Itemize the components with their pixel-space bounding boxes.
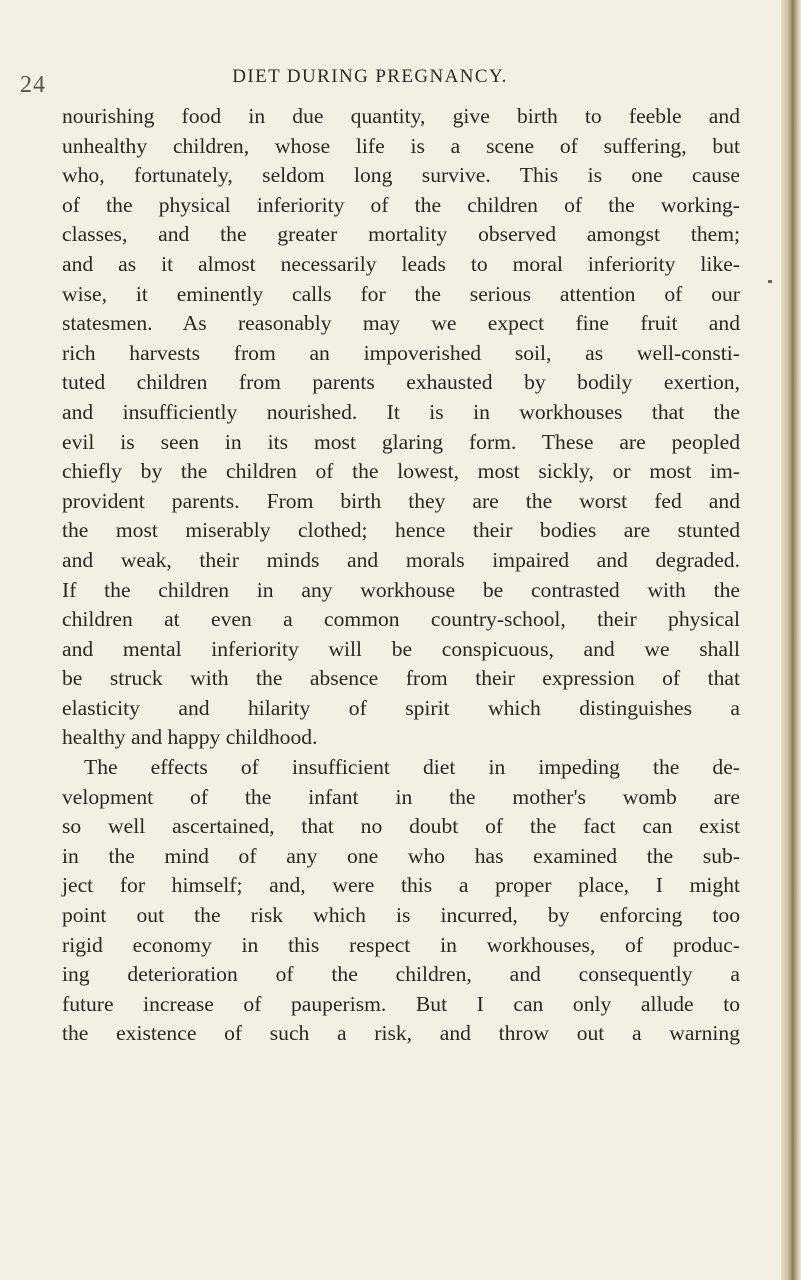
text-line: so well ascertained, that no doubt of the fact can exist: [62, 814, 740, 839]
text-line: tuted children from parents exhausted by bodily exertion,: [62, 370, 740, 395]
text-line: in the mind of any one who has examined the sub-: [62, 843, 740, 868]
text-line: classes, and the greater mortality observed amongst them;: [62, 222, 740, 247]
text-line: unhealthy children, whose life is a scene of suffering, but: [62, 133, 740, 158]
text-line: healthy and happy childhood.: [62, 725, 318, 750]
text-line: evil is seen in its most glaring form. These are peopled: [62, 429, 740, 454]
page-number: 24: [20, 72, 46, 98]
text-line: If the children in any workhouse be contrasted with the: [62, 577, 740, 602]
text-line: provident parents. From birth they are the worst fed and: [62, 488, 740, 513]
text-line: and as it almost necessarily leads to moral inferiority like-: [62, 251, 740, 276]
text-line: the existence of such a risk, and throw out a warning: [62, 1021, 740, 1046]
text-line: wise, it eminently calls for the serious attention of our: [62, 281, 740, 306]
body-text: [62, 102, 740, 1049]
edge-mark: [768, 280, 772, 283]
text-line: the most miserably clothed; hence their bodies are stunted: [62, 518, 740, 543]
text-line: of the physical inferiority of the children of the working-: [62, 192, 740, 217]
text-line: point out the risk which is incurred, by enforcing too: [62, 903, 740, 928]
text-line: chiefly by the children of the lowest, most sickly, or most im-: [62, 459, 740, 484]
text-line: statesmen. As reasonably may we expect fine fruit and: [62, 311, 740, 336]
text-line: rich harvests from an impoverished soil, as well-consti-: [62, 340, 740, 365]
text-line: who, fortunately, seldom long survive. This is one cause: [62, 163, 740, 188]
text-line: nourishing food in due quantity, give birth to feeble and: [62, 104, 740, 128]
page-edge-shadow: [781, 0, 801, 1280]
text-line: elasticity and hilarity of spirit which distinguishes a: [62, 695, 740, 720]
running-title: DIET DURING PREGNANCY.: [232, 66, 508, 87]
text-line: and weak, their minds and morals impaired and degraded.: [62, 547, 740, 572]
text-line: children at even a common country-school, their physical: [62, 607, 740, 632]
text-line: The effects of insufficient diet in impeding the de-: [84, 755, 740, 780]
text-line: future increase of pauperism. But I can only allude to: [62, 991, 740, 1016]
text-line: rigid economy in this respect in workhouses, of produc-: [62, 932, 740, 957]
text-line: and insufficiently nourished. It is in workhouses that the: [62, 399, 740, 424]
text-line: velopment of the infant in the mother's womb are: [62, 784, 740, 809]
text-line: and mental inferiority will be conspicuous, and we shall: [62, 636, 740, 661]
text-line: be struck with the absence from their expression of that: [62, 666, 740, 691]
text-line: ing deterioration of the children, and consequently a: [62, 962, 740, 987]
text-line: ject for himself; and, were this a proper place, I might: [62, 873, 740, 898]
